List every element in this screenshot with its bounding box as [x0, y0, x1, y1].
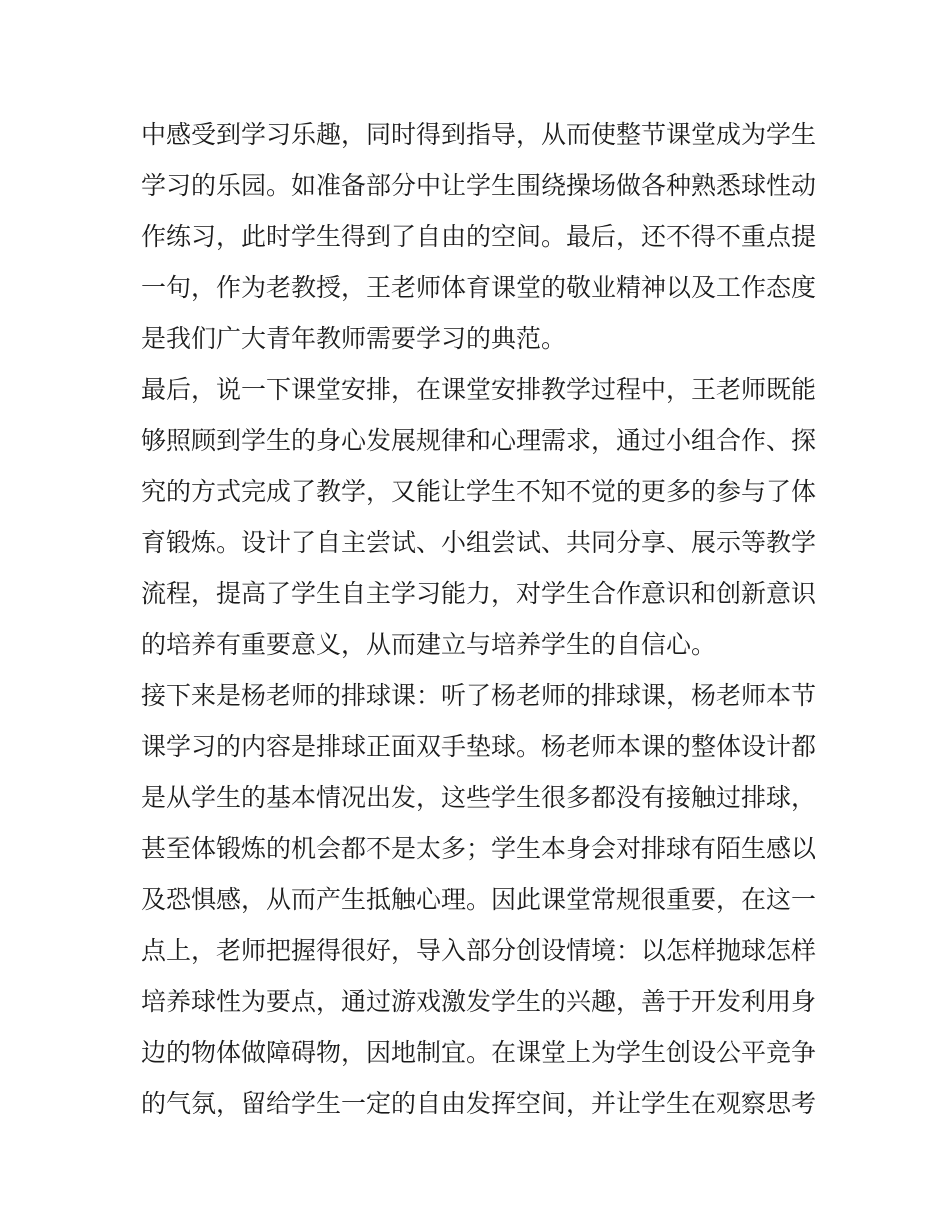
text-line: 中感受到学习乐趣，同时得到指导，从而使整节课堂成为学生 — [141, 120, 817, 149]
text-line: 作练习，此时学生得到了自由的空间。最后，还不得不重点提 — [141, 222, 817, 251]
text-line: 流程，提高了学生自主学习能力，对学生合作意识和创新意识 — [141, 579, 817, 608]
text-line: 是从学生的基本情况出发，这些学生很多都没有接触过排球， — [141, 783, 817, 812]
text-line: 育锻炼。设计了自主尝试、小组尝试、共同分享、展示等教学 — [141, 528, 817, 557]
text-line: 最后，说一下课堂安排，在课堂安排教学过程中，王老师既能 — [141, 375, 817, 404]
text-line: 学习的乐园。如准备部分中让学生围绕操场做各种熟悉球性动 — [141, 171, 817, 200]
text-line: 点上，老师把握得很好，导入部分创设情境：以怎样抛球怎样 — [141, 936, 817, 965]
text-line: 的培养有重要意义，从而建立与培养学生的自信心。 — [141, 630, 717, 659]
body-text — [141, 109, 841, 1129]
text-line: 边的物体做障碍物，因地制宜。在课堂上为学生创设公平竞争 — [141, 1038, 817, 1067]
text-line: 课学习的内容是排球正面双手垫球。杨老师本课的整体设计都 — [141, 732, 817, 761]
text-line: 一句，作为老教授，王老师体育课堂的敬业精神以及工作态度 — [141, 273, 817, 302]
text-line: 够照顾到学生的身心发展规律和心理需求，通过小组合作、探 — [141, 426, 817, 455]
text-line: 培养球性为要点，通过游戏激发学生的兴趣，善于开发利用身 — [141, 987, 817, 1016]
text-line: 的气氛，留给学生一定的自由发挥空间，并让学生在观察思考 — [141, 1089, 817, 1118]
text-line: 接下来是杨老师的排球课：听了杨老师的排球课，杨老师本节 — [141, 681, 817, 710]
text-line: 及恐惧感，从而产生抵触心理。因此课堂常规很重要，在这一 — [141, 885, 817, 914]
text-line: 究的方式完成了教学，又能让学生不知不觉的更多的参与了体 — [141, 477, 817, 506]
text-line: 甚至体锻炼的机会都不是太多；学生本身会对排球有陌生感以 — [141, 834, 817, 863]
text-line: 是我们广大青年教师需要学习的典范。 — [141, 324, 567, 353]
